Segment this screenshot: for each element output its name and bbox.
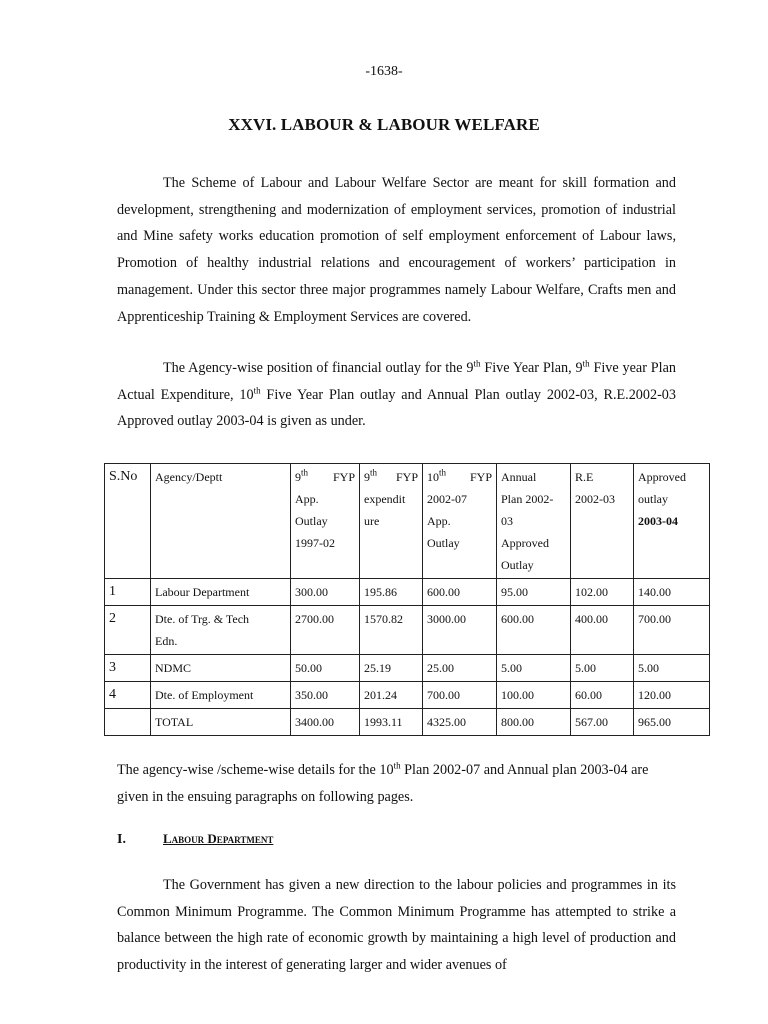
details-paragraph: [117, 757, 676, 811]
cell-sno: 3: [105, 655, 151, 682]
cell-agency: NDMC: [151, 655, 291, 682]
cell-agency: TOTAL: [151, 709, 291, 736]
details-text-2: Plan 2002-07 and Annual plan 2003-04 are given in the ensuing paragraphs on following pages.: [117, 762, 649, 805]
cell-value: 600.00: [497, 606, 571, 655]
intro-paragraph: The Scheme of Labour and Labour Welfare Sector are meant for skill formation and development, strengthening and modernization of employment services, promotion of industrial and Mine safety works education promotion of self employment enforcement of Labour laws, Promotion of healthy industrial relations and encouragement of workers’ participation in management. Under this sector three major programmes namely Labour Welfare, Crafts men and Apprenticeship Training & Employment Services are covered.: [117, 175, 676, 325]
outlay-paragraph-text-4: Five Year Plan outlay and Annual Plan outlay 2002-03, R.E.2002-03 Approved outlay 2003-04 is given as under.: [117, 386, 676, 430]
cell-value: 600.00: [423, 579, 497, 606]
cell-value: 5.00: [571, 655, 634, 682]
cell-value: 1993.11: [360, 709, 423, 736]
cell-agency: Labour Department: [151, 579, 291, 606]
cell-value: 3000.00: [423, 606, 497, 655]
cell-value: 60.00: [571, 682, 634, 709]
cell-value: 700.00: [634, 606, 710, 655]
table-row: [105, 579, 710, 606]
cell-value: 965.00: [634, 709, 710, 736]
table-row: [105, 606, 710, 655]
cell-value: 201.24: [360, 682, 423, 709]
header-approved-outlay: Approved outlay 2003-04: [634, 464, 710, 579]
details-text-1: The agency-wise /scheme-wise details for the 10: [117, 762, 394, 778]
section-number: I.: [117, 832, 126, 847]
page-title: XXVI. LABOUR & LABOUR WELFARE: [228, 115, 540, 134]
outlay-paragraph-text-1: The Agency-wise position of financial outlay for the 9: [163, 360, 474, 376]
cell-value: 567.00: [571, 709, 634, 736]
cell-value: 140.00: [634, 579, 710, 606]
cell-agency: Dte. of Trg. & Tech Edn.: [151, 606, 291, 655]
cell-value: 50.00: [291, 655, 360, 682]
cell-value: 400.00: [571, 606, 634, 655]
cell-value: 5.00: [634, 655, 710, 682]
superscript: th: [473, 358, 481, 369]
superscript: th: [253, 385, 261, 396]
header-9th-fyp-app-outlay: 9th FYP App. Outlay 1997-02: [291, 464, 360, 579]
header-annual-plan: Annual Plan 2002- 03 Approved Outlay: [497, 464, 571, 579]
cell-value: 120.00: [634, 682, 710, 709]
cell-sno: 4: [105, 682, 151, 709]
cell-value: 25.19: [360, 655, 423, 682]
outlay-paragraph: [117, 355, 676, 435]
labour-department-paragraph: The Government has given a new direction to the labour policies and programmes in its Common Minimum Programme. The Common Minimum Programme has attempted to strike a balance between the high rate of economic growth by maintaining a high level of production and productivity in the interest of generating larger and wider avenues of: [117, 877, 676, 974]
header-re: R.E 2002-03: [571, 464, 634, 579]
table-row: [105, 655, 710, 682]
cell-value: 300.00: [291, 579, 360, 606]
outlay-table: [104, 463, 710, 736]
cell-value: 5.00: [497, 655, 571, 682]
page-number: -1638-: [365, 64, 403, 79]
outlay-paragraph-text-2: Five Year Plan, 9: [480, 360, 583, 376]
superscript: th: [582, 358, 590, 369]
cell-value: 700.00: [423, 682, 497, 709]
cell-value: 195.86: [360, 579, 423, 606]
cell-value: 4325.00: [423, 709, 497, 736]
cell-value: 1570.82: [360, 606, 423, 655]
cell-sno: [105, 709, 151, 736]
table-row: [105, 682, 710, 709]
header-agency: Agency/Deptt: [151, 464, 291, 579]
section-title: Labour Department: [163, 831, 274, 846]
table-header-row: [105, 464, 710, 579]
cell-value: 2700.00: [291, 606, 360, 655]
outlay-paragraph-text-3: Five year Plan Actual Expenditure, 10: [117, 360, 677, 403]
cell-value: 100.00: [497, 682, 571, 709]
cell-value: 102.00: [571, 579, 634, 606]
header-10th-fyp-outlay: 10th FYP 2002-07 App. Outlay: [423, 464, 497, 579]
cell-value: 350.00: [291, 682, 360, 709]
superscript: th: [393, 760, 401, 771]
cell-sno: 2: [105, 606, 151, 655]
cell-value: 25.00: [423, 655, 497, 682]
header-sno: S.No: [105, 464, 151, 579]
table-total-row: [105, 709, 710, 736]
section-heading: [117, 831, 273, 848]
cell-agency: Dte. of Employment: [151, 682, 291, 709]
cell-value: 3400.00: [291, 709, 360, 736]
cell-sno: 1: [105, 579, 151, 606]
header-9th-fyp-expenditure: 9th FYP expendit ure: [360, 464, 423, 579]
cell-value: 95.00: [497, 579, 571, 606]
cell-value: 800.00: [497, 709, 571, 736]
